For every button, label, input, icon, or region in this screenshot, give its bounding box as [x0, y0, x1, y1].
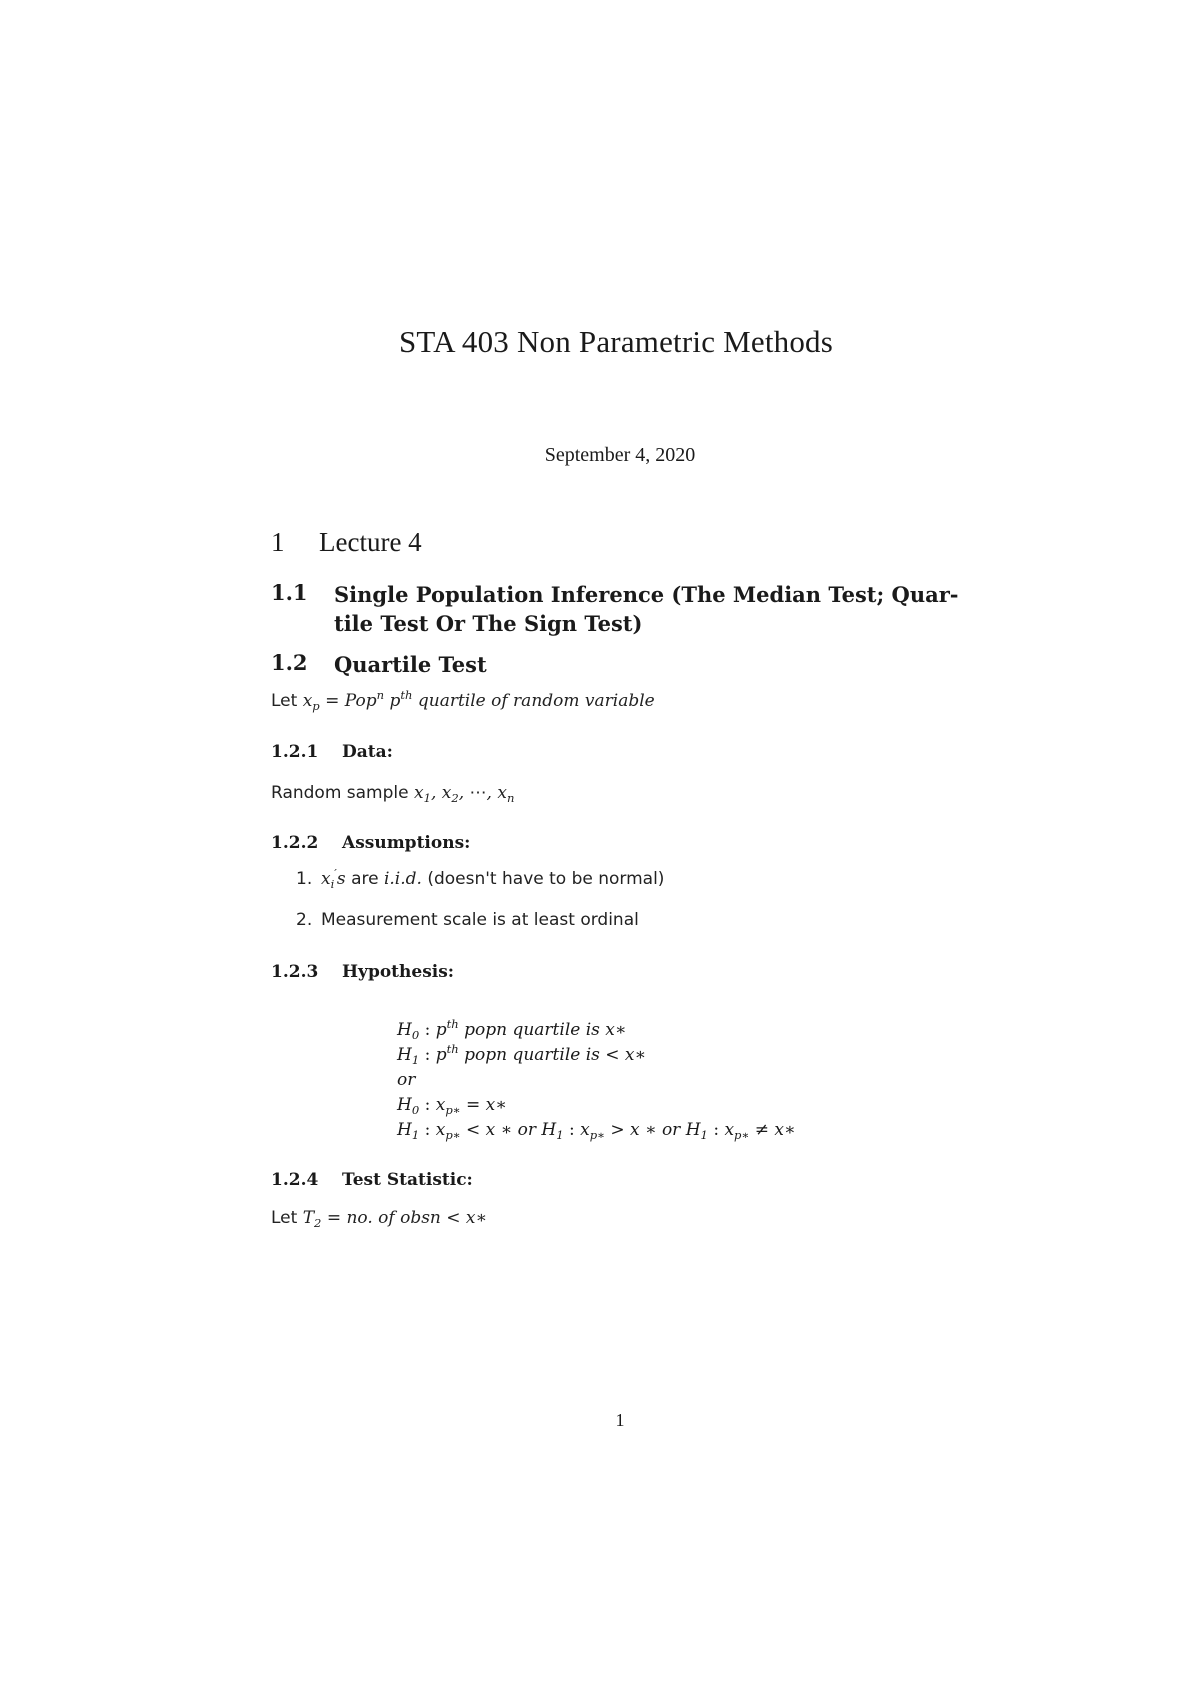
- hypothesis-heading: [271, 962, 671, 986]
- subsection-title: Quartile Test: [334, 652, 487, 677]
- list-text-math: i.i.d.: [383, 869, 422, 889]
- assumptions-heading: [271, 833, 671, 857]
- section-heading: [271, 527, 422, 558]
- subsection-1-2-heading: [271, 650, 771, 680]
- hypothesis-line1-text: popn quartile is x∗: [464, 1020, 627, 1040]
- subsubsection-title: Hypothesis:: [342, 962, 455, 982]
- quartile-formula: $x_p = Pop^n$ $p^{th}$: [302, 688, 413, 714]
- subsubsection-title: Test Statistic:: [342, 1170, 473, 1190]
- list-item: [296, 866, 796, 893]
- data-description: Random sample: [271, 783, 409, 803]
- subsection-1-1-heading: [271, 580, 991, 640]
- quartile-definition: [271, 688, 655, 714]
- hypothesis-h0-line2: $H_0$ : $x_{p∗}$ = x∗: [397, 1095, 507, 1118]
- list-item-content: Measurement scale is at least ordinal: [321, 910, 639, 930]
- subsubsection-number: 1.2.3: [271, 962, 319, 982]
- data-heading: [271, 742, 671, 766]
- subsection-number: 1.1: [271, 580, 308, 605]
- list-text-before: are: [351, 869, 379, 889]
- subsubsection-number: 1.2.1: [271, 742, 319, 762]
- test-statistic-definition: [271, 1208, 488, 1231]
- page-number: 1: [615, 1410, 625, 1430]
- subsubsection-title: Data:: [342, 742, 393, 762]
- document-title: STA 403 Non Parametric Methods: [398, 324, 834, 359]
- document-date: September 4, 2020: [544, 444, 696, 466]
- list-marker: 2.: [296, 910, 313, 930]
- iid-variable: $x_i's$: [321, 866, 346, 892]
- list-marker: 1.: [296, 869, 313, 889]
- hypothesis-h1-line2: $H_1$ : $x_{p∗} < x$ ∗ or $H_1$ : $x_{p∗} > x$ ∗ or $H_1$ : $x_{p∗}$ ≠ x∗: [397, 1120, 796, 1143]
- test-statistic-heading: [271, 1170, 671, 1194]
- hypothesis-or: or: [397, 1070, 416, 1090]
- section-title: Lecture 4: [319, 527, 422, 557]
- list-item-content: [321, 866, 665, 892]
- data-text: [271, 783, 515, 806]
- list-item: [296, 910, 796, 934]
- test-statistic-text: no. of obsn < x∗: [346, 1208, 488, 1228]
- let-word: Let: [271, 1208, 298, 1228]
- quartile-formula-text: quartile of random variable: [417, 691, 655, 711]
- subsection-title-line2: tile Test Or The Sign Test): [334, 611, 643, 636]
- hypothesis-line2-text: popn quartile is < x∗: [464, 1045, 647, 1065]
- list-text-after: (doesn't have to be normal): [427, 869, 665, 889]
- subsubsection-number: 1.2.2: [271, 833, 319, 853]
- let-word: Let: [271, 691, 298, 711]
- subsection-title-line1: Single Population Inference (The Median Test; Quar-: [334, 582, 959, 607]
- hypothesis-h0-line1: $H_0$ : $p^{th}$ popn quartile is x∗: [397, 1017, 627, 1043]
- test-statistic-formula: $T_2$ =: [302, 1208, 342, 1231]
- subsection-number: 1.2: [271, 650, 308, 675]
- hypothesis-h1-line1: $H_1$ : $p^{th}$ popn quartile is < x∗: [397, 1042, 647, 1068]
- sample-formula: $x_1$, $x_2$, ⋯, $x_n$: [414, 783, 515, 806]
- subsubsection-number: 1.2.4: [271, 1170, 319, 1190]
- subsubsection-title: Assumptions:: [342, 833, 471, 853]
- section-number: 1: [271, 527, 285, 557]
